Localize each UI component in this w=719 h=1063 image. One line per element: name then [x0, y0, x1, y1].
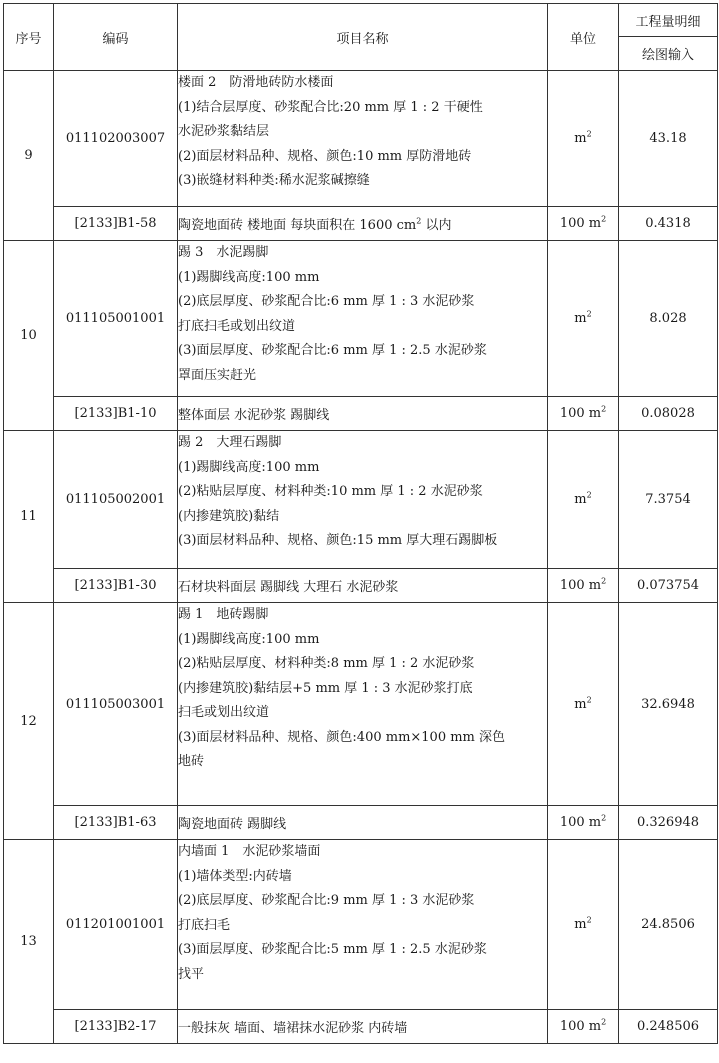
unit-cell: [548, 603, 619, 806]
description-line: 罩面压实赶光: [178, 367, 257, 383]
quota-name-text: 陶瓷地面砖 楼地面 每块面积在 1600 cm: [178, 218, 417, 233]
seq-cell: 9: [4, 71, 54, 241]
description-line: 打底扫毛: [178, 917, 231, 933]
description-line: 打底扫毛或划出纹道: [178, 318, 296, 334]
item-description-cell: [178, 603, 548, 806]
quota-row: [4, 1010, 718, 1044]
unit-superscript: 2: [586, 129, 592, 139]
description-line: (2)底层厚度、砂浆配合比:9 mm 厚 1 : 3 水泥砂浆: [178, 893, 475, 908]
seq-cell: 12: [4, 603, 54, 840]
quota-quantity-cell: 0.326948: [619, 806, 718, 840]
unit-superscript: 2: [586, 309, 592, 319]
description-line: (内掺建筑胶)黏结: [178, 508, 280, 524]
seq-cell: 11: [4, 431, 54, 603]
description-line: (3)面层厚度、砂浆配合比:6 mm 厚 1 : 2.5 水泥砂浆: [178, 343, 487, 358]
unit-cell: [548, 431, 619, 569]
quota-unit-base: 100 m: [559, 815, 602, 830]
table-row: [4, 241, 718, 397]
unit-superscript: 2: [586, 490, 592, 500]
description-line: 地砖: [178, 754, 205, 769]
header-name: 项目名称: [178, 4, 548, 71]
description-line: 踢 2 大理石踢脚: [178, 435, 282, 450]
description-line: 找平: [178, 966, 205, 982]
header-drawing-input: 绘图输入: [619, 37, 718, 71]
quota-row: [4, 569, 718, 603]
code-cell: 011105003001: [54, 603, 178, 806]
unit-base: m: [574, 492, 587, 507]
quota-unit-base: 100 m: [559, 406, 602, 421]
quantity-cell: 43.18: [619, 71, 718, 207]
description-line: 踢 3 水泥踢脚: [178, 245, 269, 260]
quota-unit-superscript: 2: [601, 1017, 607, 1027]
quota-name-cell: [178, 1010, 548, 1044]
quota-unit-cell: [548, 207, 619, 241]
item-description-cell: [178, 241, 548, 397]
quota-code-cell: [2133]B1-58: [54, 207, 178, 241]
table-row: [4, 603, 718, 806]
item-description-cell: [178, 71, 548, 207]
quantity-cell: 24.8506: [619, 840, 718, 1010]
code-cell: 011105002001: [54, 431, 178, 569]
header-unit: 单位: [548, 4, 619, 71]
seq-cell: 13: [4, 840, 54, 1044]
quota-unit-superscript: 2: [601, 813, 607, 823]
code-cell: 011102003007: [54, 71, 178, 207]
quota-unit-superscript: 2: [601, 214, 607, 224]
item-description-cell: [178, 840, 548, 1010]
description-line: (2)粘贴层厚度、材料种类:8 mm 厚 1 : 2 水泥砂浆: [178, 656, 475, 671]
quota-unit-cell: [548, 806, 619, 840]
quota-row: [4, 397, 718, 431]
unit-base: m: [574, 696, 587, 712]
quota-name-cell: [178, 207, 548, 241]
unit-superscript: 2: [586, 915, 592, 925]
unit-cell: [548, 71, 619, 207]
description-line: (1)踢脚线高度:100 mm: [178, 269, 320, 285]
description-line: 踢 1 地砖踢脚: [178, 607, 269, 622]
quota-code-cell: [2133]B1-63: [54, 806, 178, 840]
description-line: (3)面层材料品种、规格、颜色:400 mm×100 mm 深色: [178, 729, 506, 745]
unit-base: m: [574, 131, 587, 146]
quota-name-text: 石材块料面层 踢脚线 大理石 水泥砂浆: [178, 580, 399, 595]
quota-quantity-cell: 0.073754: [619, 569, 718, 603]
description-line: (1)结合层厚度、砂浆配合比:20 mm 厚 1 : 2 干硬性: [178, 99, 483, 115]
quota-unit-superscript: 2: [601, 576, 607, 586]
description-line: 扫毛或划出纹道: [178, 705, 270, 720]
quota-name-cell: [178, 806, 548, 840]
quota-unit-base: 100 m: [559, 216, 602, 231]
quota-quantity-cell: 0.4318: [619, 207, 718, 241]
quota-name-suffix: 以内: [421, 218, 452, 233]
description-line: (1)踢脚线高度:100 mm: [178, 631, 320, 647]
description-line: (1)墙体类型:内砖墙: [178, 868, 292, 884]
description-line: (3)面层材料品种、规格、颜色:15 mm 厚大理石踢脚板: [178, 533, 498, 548]
description-line: 内墙面 1 水泥砂浆墙面: [178, 844, 321, 859]
description-line: (3)嵌缝材料种类:稀水泥浆碱擦缝: [178, 173, 370, 188]
quota-quantity-cell: 0.08028: [619, 397, 718, 431]
quota-name-cell: [178, 397, 548, 431]
code-cell: 011201001001: [54, 840, 178, 1010]
table-row: [4, 71, 718, 207]
quota-name-text: 整体面层 水泥砂浆 踢脚线: [178, 408, 330, 423]
unit-cell: [548, 840, 619, 1010]
quota-name-cell: [178, 569, 548, 603]
quota-name-superscript: 2: [416, 216, 422, 226]
description-line: (2)面层材料品种、规格、颜色:10 mm 厚防滑地砖: [178, 148, 472, 164]
unit-base: m: [574, 311, 587, 326]
table-body: [4, 71, 718, 1044]
quantity-table: [3, 3, 718, 1044]
description-line: 楼面 2 防滑地砖防水楼面: [178, 75, 334, 90]
quota-name-text: 陶瓷地面砖 踢脚线: [178, 817, 287, 832]
quota-unit-base: 100 m: [559, 578, 602, 593]
description-line: 水泥砂浆黏结层: [178, 124, 270, 139]
code-cell: 011105001001: [54, 241, 178, 397]
description-line: (1)踢脚线高度:100 mm: [178, 459, 320, 475]
seq-cell: 10: [4, 241, 54, 431]
description-line: (2)底层厚度、砂浆配合比:6 mm 厚 1 : 3 水泥砂浆: [178, 294, 475, 309]
quota-code-cell: [2133]B1-30: [54, 569, 178, 603]
table-row: [4, 431, 718, 569]
quota-unit-cell: [548, 569, 619, 603]
unit-cell: [548, 241, 619, 397]
table-header: [4, 4, 718, 71]
header-code: 编码: [54, 4, 178, 71]
quota-unit-cell: [548, 397, 619, 431]
header-seq: 序号: [4, 4, 54, 71]
description-line: (内掺建筑胶)黏结层+5 mm 厚 1 : 3 水泥砂浆打底: [178, 680, 473, 696]
quantity-cell: 8.028: [619, 241, 718, 397]
header-quantity-detail: 工程量明细: [619, 4, 718, 37]
quota-code-cell: [2133]B2-17: [54, 1010, 178, 1044]
table-row: [4, 840, 718, 1010]
unit-superscript: 2: [586, 695, 592, 705]
description-line: (3)面层厚度、砂浆配合比:5 mm 厚 1 : 2.5 水泥砂浆: [178, 942, 487, 957]
item-description-cell: [178, 431, 548, 569]
quota-unit-cell: [548, 1010, 619, 1044]
quota-unit-base: 100 m: [559, 1019, 602, 1034]
quota-quantity-cell: 0.248506: [619, 1010, 718, 1044]
quota-row: [4, 806, 718, 840]
quantity-cell: 7.3754: [619, 431, 718, 569]
quantity-cell: 32.6948: [619, 603, 718, 806]
quota-name-text: 一般抹灰 墙面、墙裙抹水泥砂浆 内砖墙: [178, 1021, 408, 1036]
quota-code-cell: [2133]B1-10: [54, 397, 178, 431]
unit-base: m: [574, 917, 587, 932]
description-line: (2)粘贴层厚度、材料种类:10 mm 厚 1 : 2 水泥砂浆: [178, 484, 483, 499]
quota-row: [4, 207, 718, 241]
quota-unit-superscript: 2: [601, 404, 607, 414]
